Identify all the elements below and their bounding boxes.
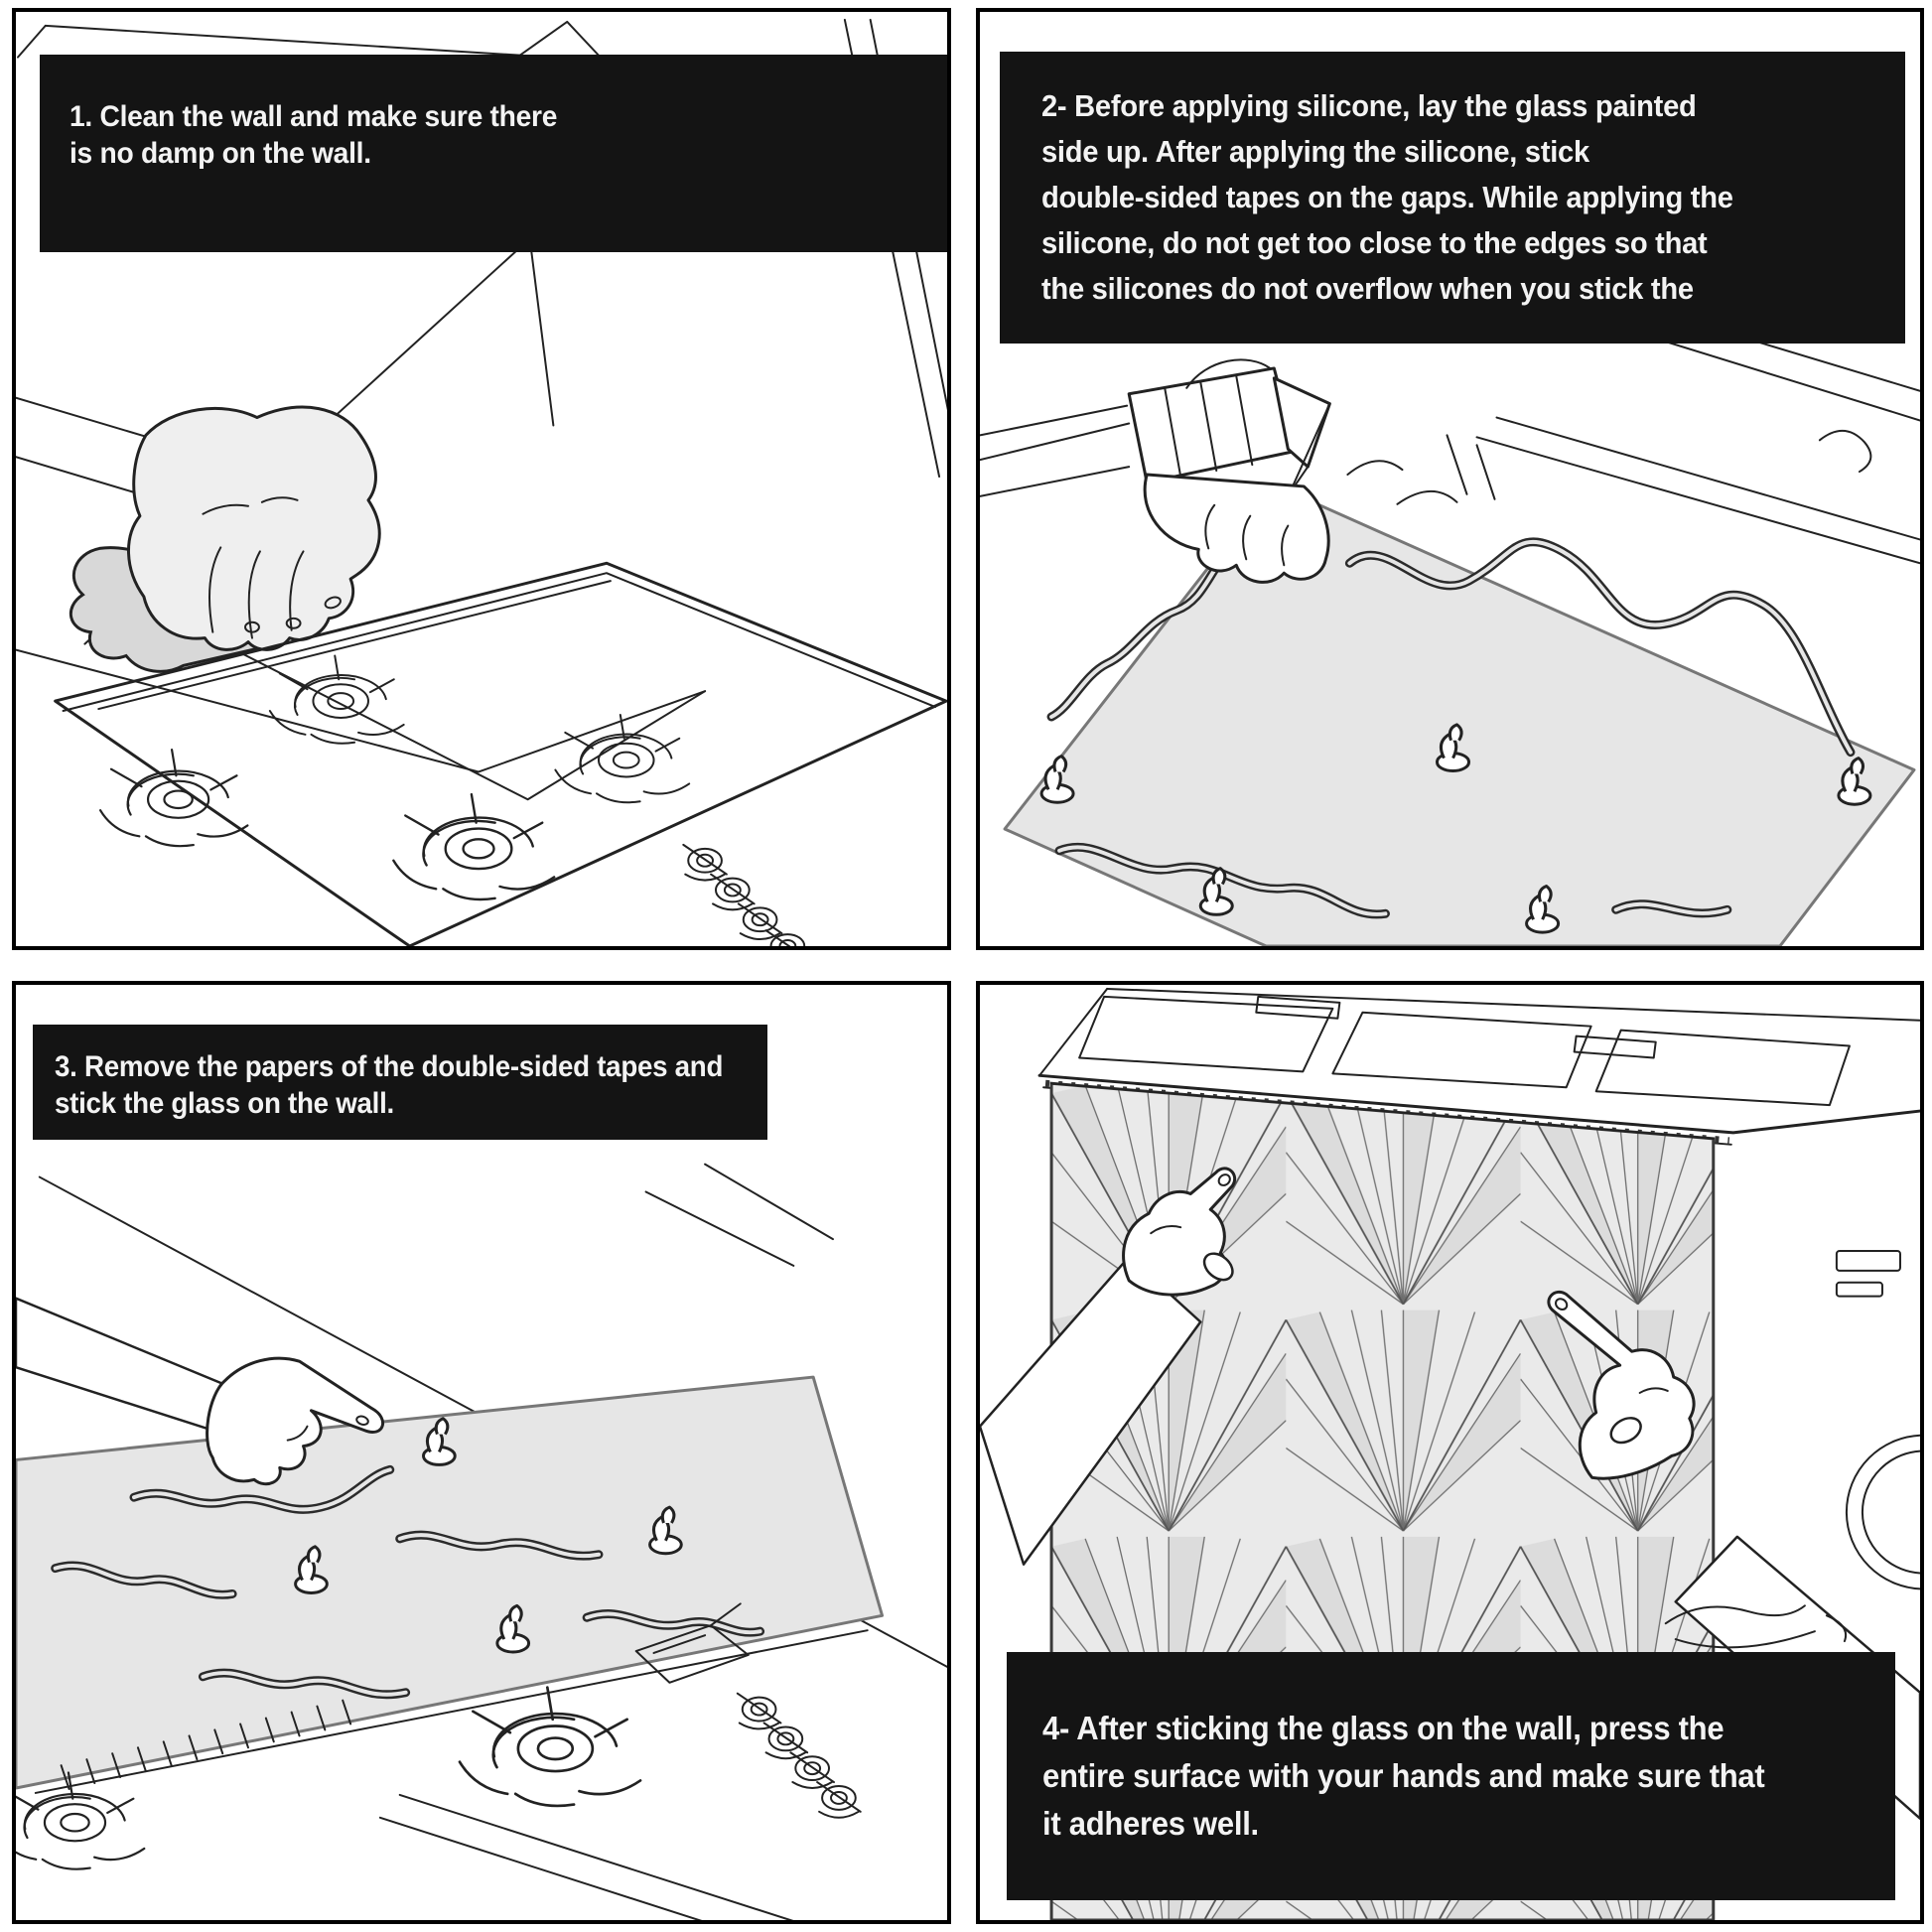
- caption-line: entire surface with your hands and make sure that: [1042, 1757, 1765, 1794]
- glass-panel: [1005, 484, 1914, 946]
- step-2-caption: [1000, 52, 1905, 344]
- caption-line: 2- Before applying silicone, lay the glass painted: [1041, 88, 1697, 123]
- step-2-panel: [976, 8, 1924, 950]
- caption-line: double-sided tapes on the gaps. While applying the: [1041, 180, 1733, 214]
- step-3-panel: [12, 981, 951, 1924]
- caption-line: stick the glass on the wall.: [55, 1087, 394, 1120]
- caption-line: it adheres well.: [1042, 1805, 1259, 1842]
- caption-line: 3. Remove the papers of the double-sided tapes and: [55, 1050, 724, 1083]
- hob-knobs: [683, 845, 809, 946]
- silicone-tube-hand-icon: [980, 359, 1329, 582]
- caption-line: is no damp on the wall.: [69, 137, 371, 170]
- step-3-caption: [33, 1025, 767, 1140]
- glass-panel: [16, 1377, 883, 1793]
- caption-line: silicone, do not get too close to the edges so that: [1041, 225, 1708, 260]
- hob-knobs: [738, 1694, 861, 1818]
- step-4-panel: [976, 981, 1924, 1924]
- gripping-fingers: [1145, 475, 1328, 582]
- caption-line: 4- After sticking the glass on the wall, press the: [1042, 1710, 1725, 1746]
- step-4-caption: [1007, 1652, 1895, 1900]
- caption-line: the silicones do not overflow when you stick the: [1041, 271, 1694, 306]
- wall-items-sketch: [1837, 1251, 1920, 1588]
- step-1-caption: [40, 55, 951, 252]
- caption-line: side up. After applying the silicone, stick: [1041, 134, 1589, 169]
- caption-line: 1. Clean the wall and make sure there: [69, 100, 558, 133]
- step-1-panel: [12, 8, 951, 950]
- silicone-tube-icon: [1129, 368, 1296, 483]
